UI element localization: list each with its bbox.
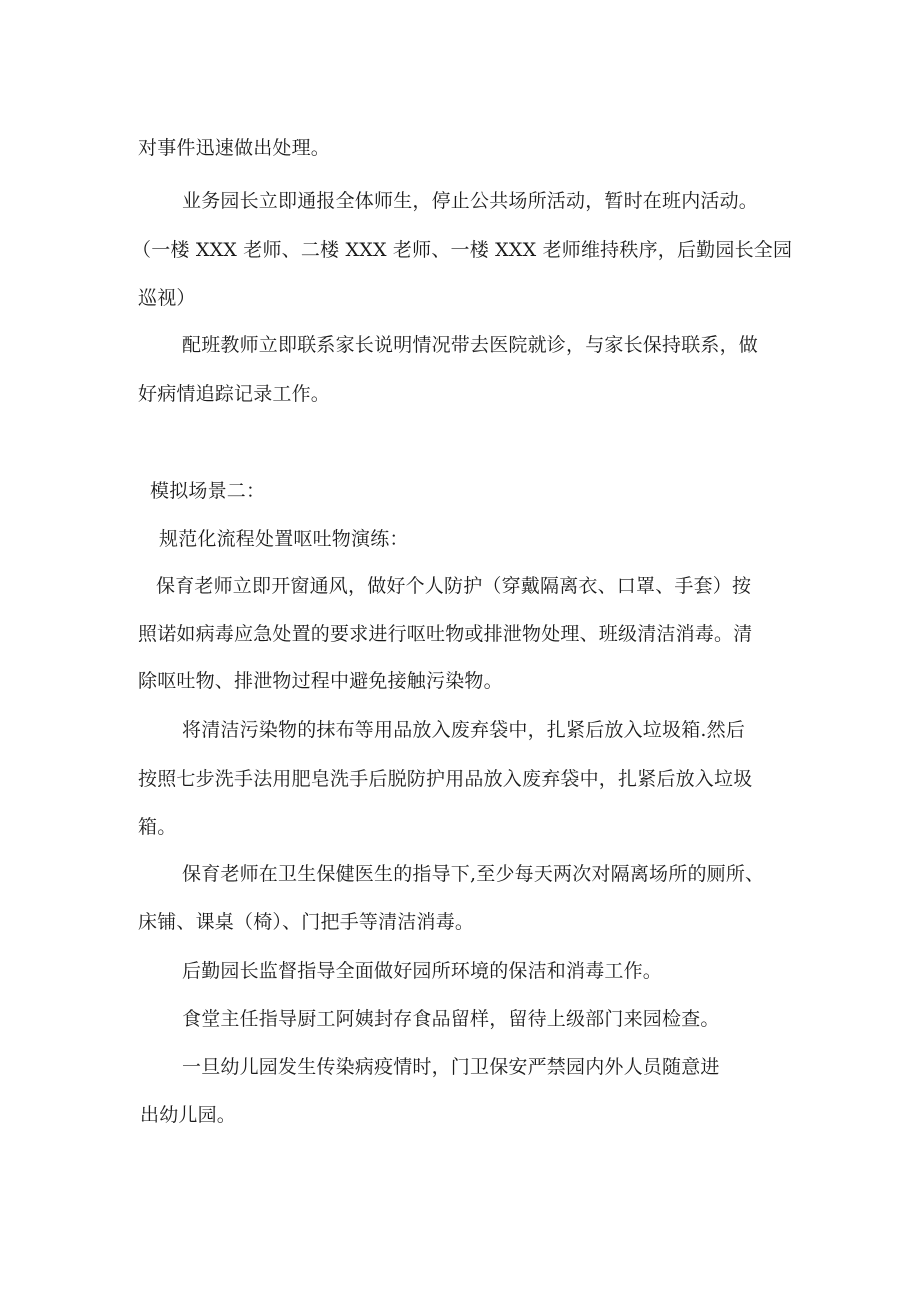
text-line: 除呕吐物、排泄物过程中避免接触污染物。 [138,670,503,692]
text-line: 好病情追踪记录工作。 [138,383,331,405]
text-line: 配班教师立即联系家长说明情况带去医院就诊，与家长保持联系，做 [182,334,759,356]
text-line: 出幼儿园。 [140,1104,237,1126]
text-line: 一旦幼儿园发生传染病疫情时，门卫保安严禁园内外人员随意进 [182,1056,720,1078]
text-line: 箱。 [138,816,177,838]
text-line: 对事件迅速做出处理。 [138,137,331,159]
text-line: （一楼 XXX 老师、二楼 XXX 老师、一楼 XXX 老师维持秩序，后勤园长全园 [132,239,793,261]
section-heading: 模拟场景二： [150,480,266,502]
text-line: 保育老师立即开窗通风，做好个人防护（穿戴隔离衣、口罩、手套）按 [156,575,752,597]
section-subheading: 规范化流程处置呕吐物演练： [159,528,409,550]
text-line: 后勤园长监督指导全面做好园所环境的保洁和消毒工作。 [182,960,663,982]
text-line: 业务园长立即通报全体师生，停止公共场所活动，暂时在班内活动。 [182,190,759,212]
text-line: 将清洁污染物的抹布等用品放入废弃袋中，扎紧后放入垃圾箱.然后 [182,719,746,741]
text-line: 保育老师在卫生保健医生的指导下,至少每天两次对隔离场所的厕所、 [182,863,765,885]
text-line: 床铺、课桌（椅）、门把手等清洁消毒。 [138,911,475,933]
text-line: 按照七步洗手法用肥皂洗手后脱防护用品放入废弃袋中，扎紧后放入垃圾 [138,768,753,790]
text-line: 巡视） [138,287,196,309]
text-line: 照诺如病毒应急处置的要求进行呕吐物或排泄物处理、班级清洁消毒。清 [138,623,753,645]
text-line: 食堂主任指导厨工阿姨封存食品留样，留待上级部门来园检查。 [182,1008,720,1030]
